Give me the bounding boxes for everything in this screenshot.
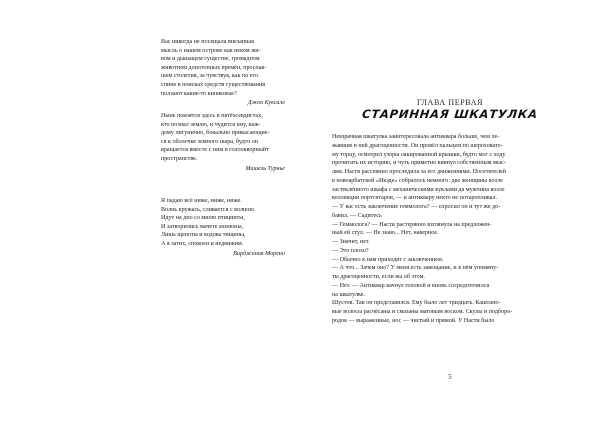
epigraph bbox=[161, 112, 285, 173]
page-number: 5 bbox=[448, 373, 452, 381]
epigraph-line: кто познал землю, и чудится ему, каж- bbox=[161, 121, 261, 128]
body-line: прочитать их историю, и чуть приметно кивнул собственным мыс- bbox=[332, 160, 506, 167]
epigraph-line: вращается вместе с ним в голоокворныйт bbox=[161, 147, 269, 154]
epigraph-line: ползают какие-то кишковые? bbox=[161, 90, 237, 97]
epigraph-line: дому лигунично, бокально прикасающие- bbox=[161, 130, 270, 137]
epigraph-line: шем столетия, за чувствуя, как по его bbox=[161, 73, 258, 80]
body-line: коллекции портсигаров, — и антиквару некто не потаропливал. bbox=[332, 195, 498, 202]
body-text bbox=[332, 133, 568, 326]
body-line: Шустов. Так он представился. Ему было лет тридцать. Каштано- bbox=[332, 300, 501, 307]
epigraph-line: Волнь кружась, сливается с волною. bbox=[161, 206, 256, 213]
epigraph-line: пространстве. bbox=[161, 155, 198, 162]
epigraph-line: Я падаю всё ниже, ниже, ниже. bbox=[161, 198, 242, 204]
epigraph-author: Вирджиния Морено bbox=[233, 250, 285, 257]
epigraph-line: А я затих, спокоен и недвижим. bbox=[161, 240, 244, 247]
chapter-title: СТАРИННАЯ ШКАТУЛКА bbox=[361, 107, 539, 121]
body-line: жавшие в ней драгоценности. Он провёл пальцем по шероховато- bbox=[332, 142, 503, 149]
body-line: — Это плохо? bbox=[332, 247, 369, 254]
body-line: застеклённого шкафа с механическими куклами да мужчина возле bbox=[332, 186, 505, 193]
epigraph-line: Ныне покоятся здесь в пятёхсевдистах, bbox=[161, 113, 263, 119]
chapter-label: ГЛАВА ПЕРВАЯ bbox=[416, 98, 484, 107]
body-line: — У вас есть заключение геммолога? — спросил он и тут же до- bbox=[332, 204, 501, 210]
body-line: — Нет. — Антиквар качнул головой и вновь сосредоточился bbox=[332, 282, 490, 289]
epigraph-line: мысль о нашем острове как неком жи- bbox=[161, 47, 261, 54]
body-line: — Значит, нет. bbox=[332, 239, 370, 245]
body-line: бавил. — Садитесь bbox=[332, 212, 382, 219]
body-line: му торцу, осмотрел узоры лакированной крышки, будто мог с ходу bbox=[332, 151, 506, 158]
body-line: Невзрачная шкатулка заинтересовала антиквара больше, чем ле- bbox=[332, 134, 500, 140]
epigraph-author: Мишель Турнье bbox=[245, 165, 285, 172]
body-line: на шкатулке. bbox=[332, 291, 366, 298]
body-line: лям. Настя рассеянно проследила за его движениями. Посетителей bbox=[332, 169, 507, 175]
epigraph-line: животном допотопных времён, проспав- bbox=[161, 64, 267, 71]
epigraph-line: вом и дышащем существе, громадном bbox=[161, 56, 260, 63]
body-line: — Геммолога? — Насти растерянно взглянула на предложен- bbox=[332, 221, 492, 228]
body-line: ный ей стул. — Не знаю... Нет, наверное. bbox=[332, 230, 439, 237]
epigraph-line: Вас никогда не посещала внезапная bbox=[161, 39, 254, 45]
epigraph-line: спине в поисках средств существования bbox=[161, 81, 266, 88]
body-line: — Обычно к нам приходят с заключением. bbox=[332, 256, 444, 263]
body-line: ты драгоценности, если вы об этом. bbox=[332, 274, 425, 280]
epigraph-line: Лишь щепоты и кодова тищины, bbox=[161, 232, 246, 239]
epigraph bbox=[161, 197, 285, 258]
right-page bbox=[300, 0, 600, 427]
body-line: в новоарбатской «Икэде» собралось немного: две женщины возле bbox=[332, 177, 503, 184]
body-line: родок — выраженные, нос — чистый и прямой. У Насти было bbox=[332, 317, 495, 324]
epigraph-line: И затворились мачете ахемоны, bbox=[161, 223, 244, 230]
epigraph-line: Идут на дно со мною птицинты, bbox=[161, 215, 245, 222]
epigraph bbox=[161, 38, 285, 108]
body-line: — А что... Зачем оно? У меня есть завещание, и в нём упомяну- bbox=[332, 265, 499, 272]
epigraph-line: ся к оболочке земного шара, будто он bbox=[161, 138, 259, 145]
body-line: вые волосы расчёсаны и смазаны матовым воском. Скулы и подборо- bbox=[332, 309, 513, 315]
epigraph-author: Джон Куксиле bbox=[247, 100, 285, 107]
